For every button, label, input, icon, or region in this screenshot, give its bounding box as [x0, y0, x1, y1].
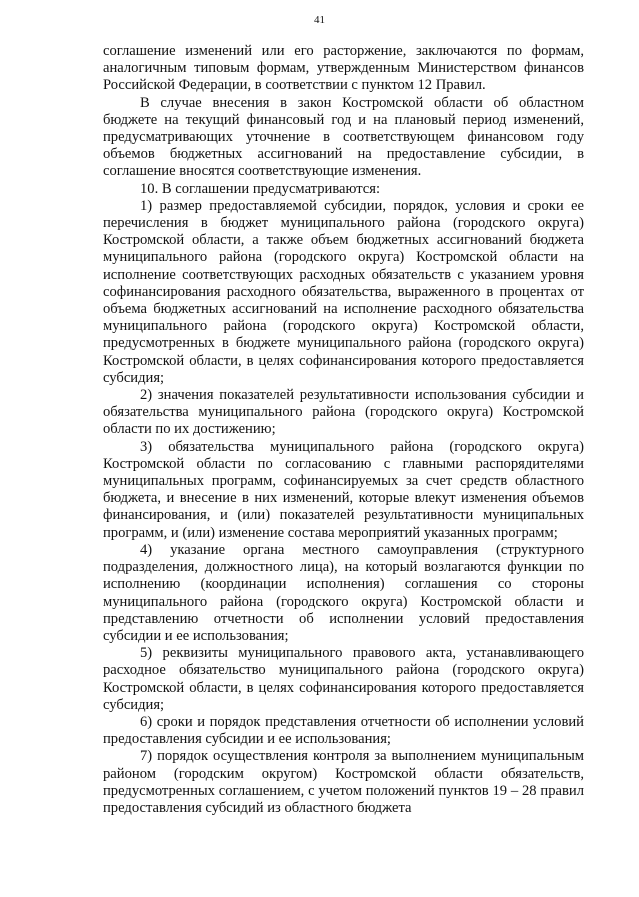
list-item-3: 3) обязательства муниципального района (городского округа) Костромской области по согласованию с главными распорядителями муниципальных программ, софинансируемых за счет средств областного бюджета, и внесение в них изменений, которые влекут изменения объемов финансирования, и (или) показателей результативности муниципальных программ, и (или) изменение состава мероприятий указанных программ; [103, 438, 584, 541]
list-item-4: 4) указание органа местного самоуправления (структурного подразделения, должностного лица), на который возлагаются функции по исполнению (координации исполнения) соглашения со стороны муниципального района (городского округа) Костромской области и представлению отчетности об исполнении условий предоставления субсидии и ее использования; [103, 541, 584, 644]
list-item-1: 1) размер предоставляемой субсидии, порядок, условия и сроки ее перечисления в бюджет муниципального района (городского округа) Костромской области, а также объем бюджетных ассигнований бюджета муниципального района (городского округа) Костромской области на исполнение соответствующих расходных обязательств с указанием уровня софинансирования расходного обязательства, выраженного в процентах от объема бюджетных ассигнований на исполнение расходного обязательства муниципального района (городского округа) Костромской области, предусмотренных в бюджете муниципального района (городского округа) Костромской области, в целях софинансирования которого предоставляется субсидия; [103, 197, 584, 386]
paragraph-continuation: соглашение изменений или его расторжение, заключаются по формам, аналогичным типовым формам, утвержденным Министерством финансов Российской Федерации, в соответствии с пунктом 12 Правил. [103, 43, 584, 94]
document-body [103, 43, 584, 817]
paragraph-amendments: В случае внесения в закон Костромской области об областном бюджете на текущий финансовый год и на плановый период изменений, предусматривающих уточнение в соответствующем финансовом году объемов бюджетных ассигнований на предоставление субсидии, в соглашение вносятся соответствующие изменения. [103, 94, 584, 180]
list-item-7: 7) порядок осуществления контроля за выполнением муниципальным районом (городским округом) Костромской области обязательств, предусмотренных соглашением, с учетом положений пунктов 19 – 28 правил предоставления субсидий из областного бюджета [103, 748, 584, 816]
paragraph-item-10: 10. В соглашении предусматриваются: [140, 180, 381, 197]
list-item-2: 2) значения показателей результативности использования субсидии и обязательства муниципального района (городского округа) Костромской области по их достижению; [103, 387, 584, 438]
page-number: 41 [314, 14, 325, 26]
list-item-5: 5) реквизиты муниципального правового акта, устанавливающего расходное обязательство муниципального района (городского округа) Костромской области, в целях софинансирования которого предоставляется субсидия; [103, 645, 584, 713]
list-item-6: 6) сроки и порядок представления отчетности об исполнении условий предоставления субсидии и ее использования; [103, 713, 584, 748]
